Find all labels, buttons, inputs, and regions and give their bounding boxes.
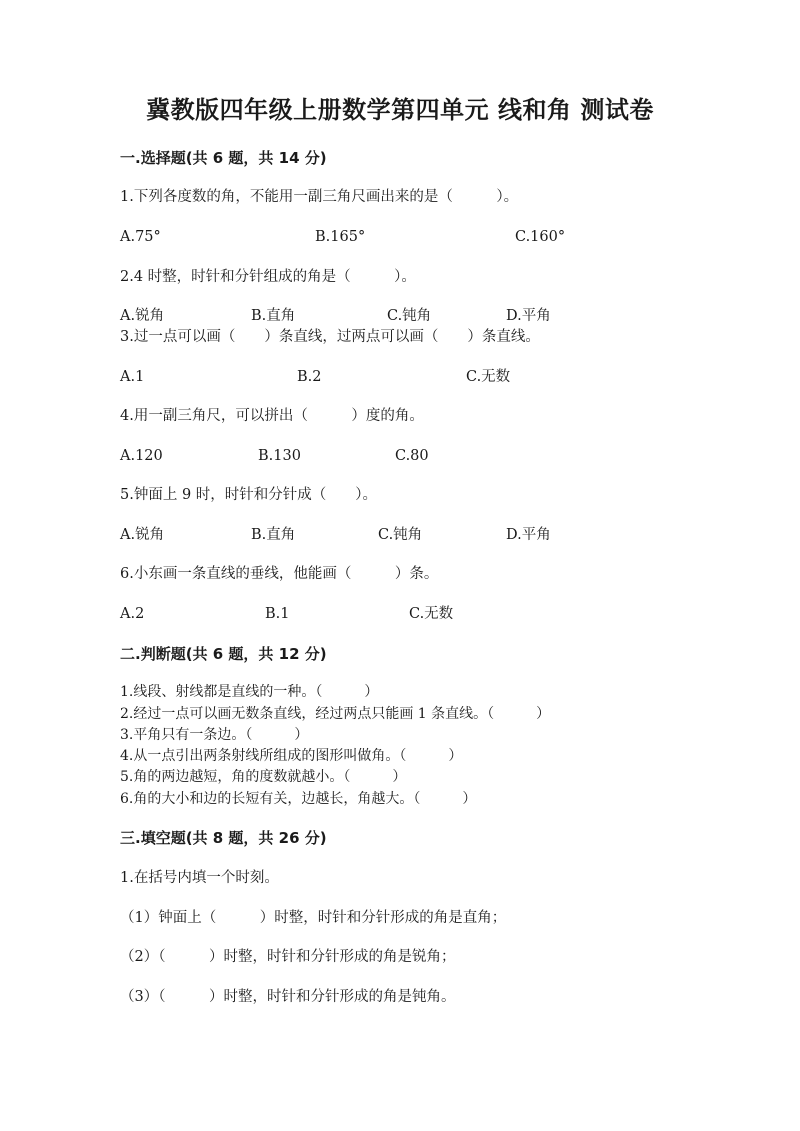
- sub-question: （2）（ ）时整，时针和分针形成的角是锐角；: [120, 949, 456, 965]
- question-text: 2.4 时整，时针和分针组成的角是（ ）。: [120, 269, 416, 285]
- section-heading-judge: 二.判断题(共 6 题，共 12 分): [120, 645, 327, 663]
- option-c: C.80: [395, 448, 429, 464]
- option-c: C.无数: [466, 369, 511, 385]
- option-a: A.锐角: [120, 308, 165, 324]
- option-b: B.2: [297, 369, 322, 385]
- option-c: C.钝角: [378, 527, 423, 543]
- judge-item: 3.平角只有一条边。（ ）: [120, 727, 309, 743]
- judge-item: 5.角的两边越短，角的度数就越小。（ ）: [120, 769, 407, 785]
- judge-item: 1.线段、射线都是直线的一种。（ ）: [120, 684, 379, 700]
- option-a: A.锐角: [120, 527, 165, 543]
- option-a: A.120: [120, 448, 163, 464]
- option-b: B.直角: [251, 527, 296, 543]
- page-title: 冀教版四年级上册数学第四单元 线和角 测试卷: [146, 95, 654, 124]
- option-d: D.平角: [506, 527, 551, 543]
- sub-question: （1）钟面上（ ）时整，时针和分针形成的角是直角；: [120, 910, 507, 926]
- option-a: A.75°: [120, 229, 161, 245]
- question-text: 5.钟面上 9 时，时针和分针成（ ）。: [120, 487, 378, 503]
- option-a: A.2: [120, 606, 145, 622]
- judge-item: 6.角的大小和边的长短有关，边越长，角越大。（ ）: [120, 791, 477, 807]
- option-c: C.钝角: [387, 308, 432, 324]
- judge-item: 4.从一点引出两条射线所组成的图形叫做角。（ ）: [120, 748, 463, 764]
- option-c: C.160°: [515, 229, 566, 245]
- option-c: C.无数: [409, 606, 454, 622]
- section-heading-choice: 一.选择题(共 6 题，共 14 分): [120, 149, 327, 167]
- sub-question: （3）（ ）时整，时针和分针形成的角是钝角。: [120, 989, 456, 1005]
- section-heading-fill: 三.填空题(共 8 题，共 26 分): [120, 829, 327, 847]
- question-text: 1.在括号内填一个时刻。: [120, 870, 279, 886]
- option-b: B.130: [258, 448, 301, 464]
- judge-item: 2.经过一点可以画无数条直线，经过两点只能画 1 条直线。（ ）: [120, 706, 551, 722]
- option-b: B.1: [265, 606, 290, 622]
- question-text: 3.过一点可以画（ ）条直线，过两点可以画（ ）条直线。: [120, 329, 540, 345]
- question-text: 1.下列各度数的角，不能用一副三角尺画出来的是（ ）。: [120, 189, 519, 205]
- option-a: A.1: [120, 369, 145, 385]
- option-d: D.平角: [506, 308, 551, 324]
- question-text: 4.用一副三角尺，可以拼出（ ）度的角。: [120, 408, 424, 424]
- question-text: 6.小东画一条直线的垂线，他能画（ ）条。: [120, 566, 439, 582]
- option-b: B.直角: [251, 308, 296, 324]
- option-b: B.165°: [315, 229, 366, 245]
